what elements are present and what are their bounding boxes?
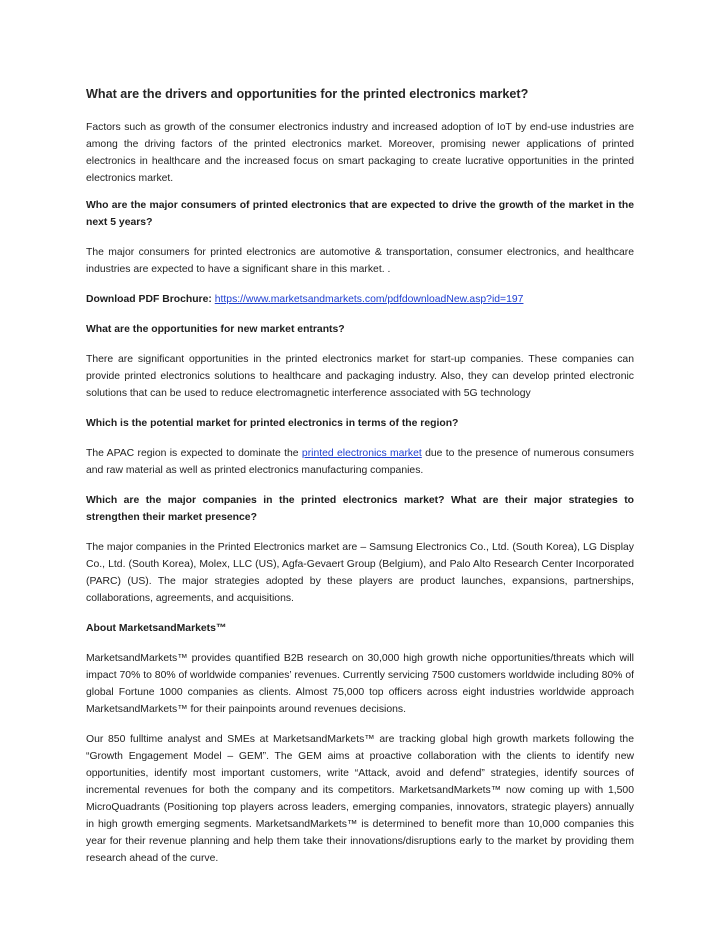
question-major-companies: Which are the major companies in the printed electronics market? What are their major strategies to strengthen their market presence? [86, 495, 634, 523]
paragraph-drivers: Factors such as growth of the consumer electronics industry and increased adoption of IoT by end-use industries are among the driving factors of the printed electronics market. Moreover, promising newer applications of printed electronics in healthcare and the increased focus on smart packaging to create lucrative opportunities in the printed electronics market. [86, 122, 634, 184]
paragraph-about-1: MarketsandMarkets™ provides quantified B2B research on 30,000 high growth niche opportunities/threats which will impact 70% to 80% of worldwide companies’ revenues. Currently servicing 7500 customers worldwide including 80% of global Fortune 1000 companies as clients. Almost 75,000 top officers across eight industries worldwide approach MarketsandMarkets™ for their painpoints around revenues decisions. [86, 653, 634, 715]
brochure-line [86, 291, 634, 308]
about-heading: About MarketsandMarkets™ [86, 623, 227, 634]
paragraph-new-entrants: There are significant opportunities in the printed electronics market for start-up companies. These companies can provide printed electronics solutions to healthcare and packaging industry. Also, they can develop printed electronic solutions that can be used to reduce electromagnetic interference associated with 5G technology [86, 354, 634, 399]
printed-electronics-market-link[interactable]: printed electronics market [301, 448, 422, 459]
question-new-entrants: What are the opportunities for new market entrants? [86, 324, 345, 335]
region-text-before: The APAC region is expected to dominate the [86, 448, 302, 459]
brochure-link[interactable]: https://www.marketsandmarkets.com/pdfdownloadNew.asp?id=197 [214, 294, 524, 305]
paragraph-major-companies: The major companies in the Printed Electronics market are – Samsung Electronics Co., Ltd. (South Korea), LG Display Co., Ltd. (South Korea), Molex, LLC (US), Agfa-Gevaert Group (Belgium), and Palo Alto Research Center Incorporated (PARC) (US). The major strategies adopted by these players are product launches, expansions, partnerships, collaborations, agreements, and acquisitions. [86, 542, 634, 604]
page-title: What are the drivers and opportunities for the printed electronics market? [86, 87, 529, 101]
question-region: Which is the potential market for printed electronics in terms of the region? [86, 418, 459, 429]
paragraph-major-consumers: The major consumers for printed electronics are automotive & transportation, consumer electronics, and healthcare industries are expected to have a significant share in this market. . [86, 247, 634, 275]
region-text-after: due to the presence of numerous consumers and raw material as well as printed electronics manufacturing companies. [86, 448, 634, 476]
paragraph-about-2: Our 850 fulltime analyst and SMEs at MarketsandMarkets™ are tracking global high growth markets following the “Growth Engagement Model – GEM”. The GEM aims at proactive collaboration with the clients to identify new opportunities, identify most important customers, write “Attack, avoid and defend” strategies, identify sources of incremental revenues for both the company and its competitors. MarketsandMarkets™ now coming up with 1,500 MicroQuadrants (Positioning top players across leaders, emerging companies, innovators, strategic players) annually in high growth emerging segments. MarketsandMarkets™ is determined to benefit more than 10,000 companies this year for their revenue planning and help them take their innovations/disruptions early to the market by providing them research ahead of the curve. [86, 734, 634, 864]
paragraph-region [86, 445, 634, 479]
brochure-label: Download PDF Brochure: [86, 294, 212, 305]
question-major-consumers: Who are the major consumers of printed electronics that are expected to drive the growth of the market in the next 5 years? [86, 200, 634, 228]
